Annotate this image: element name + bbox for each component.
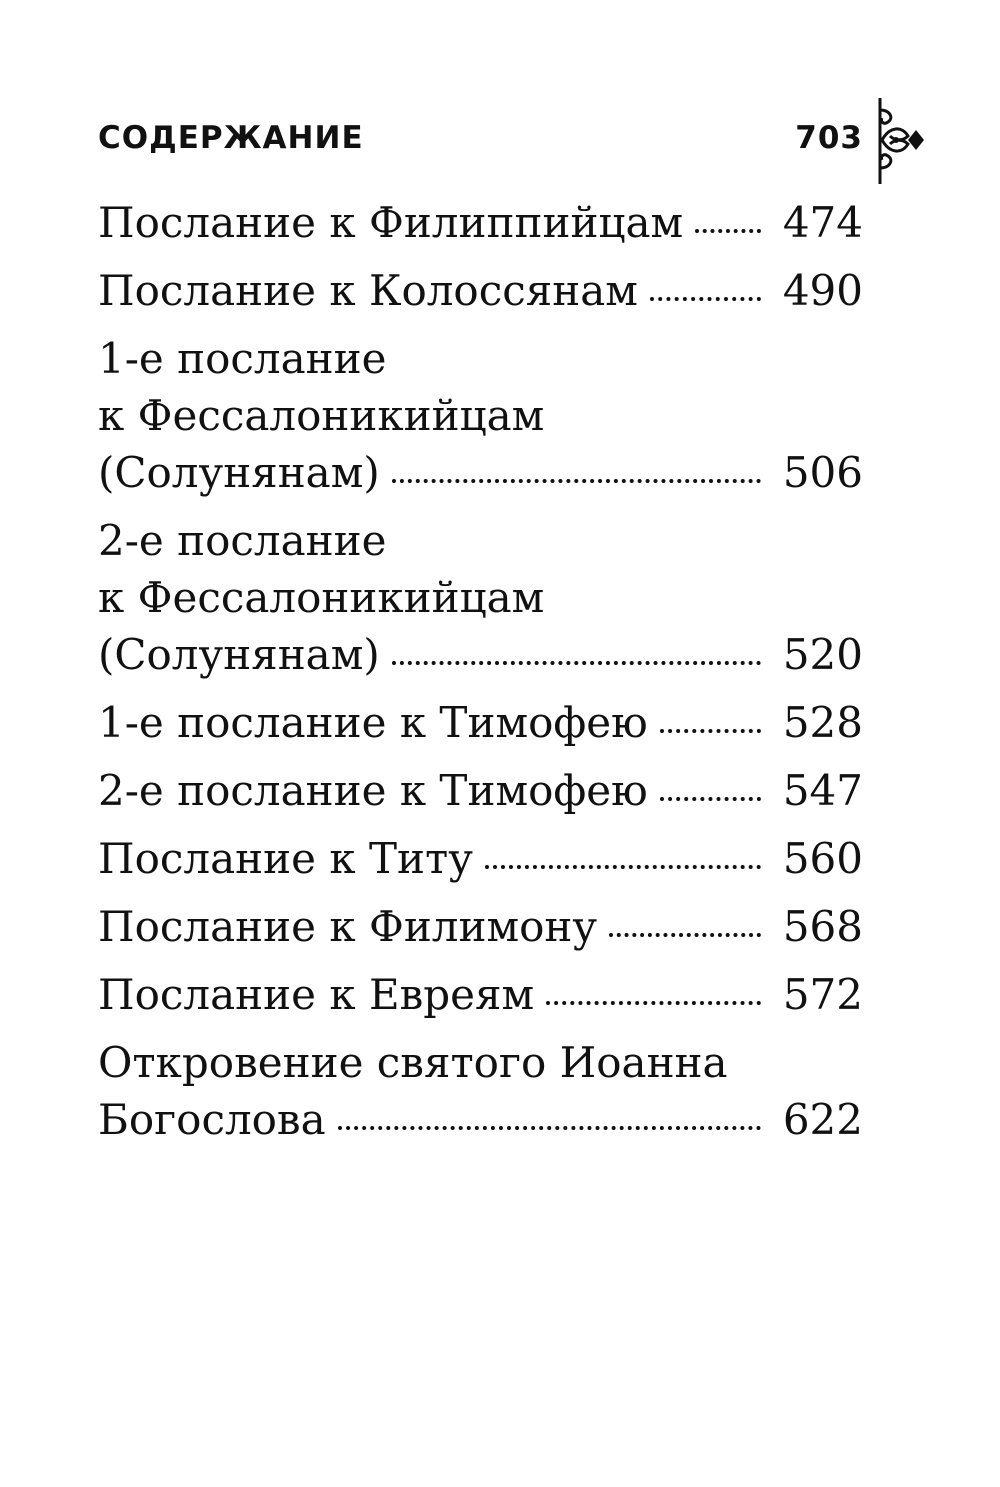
toc-entry (98, 512, 863, 683)
toc-entry (98, 762, 863, 819)
toc-entry (98, 1034, 863, 1148)
fleuron-ornament-icon (872, 96, 928, 186)
toc-entry-title: к Фессалоникийцам (98, 573, 545, 622)
running-header (98, 112, 863, 162)
toc-entry-title: (Солунянам) (98, 630, 380, 679)
toc-entry (98, 830, 863, 887)
dot-leader (392, 661, 761, 665)
toc-entry-page: 572 (782, 970, 863, 1019)
dot-leader (650, 297, 761, 301)
toc-entry-title: Богослова (98, 1095, 326, 1144)
toc-entry-title: к Фессалоникийцам (98, 391, 545, 440)
toc-entry-page: 528 (782, 698, 863, 747)
toc-entry-page: 547 (782, 766, 863, 815)
toc-entry (98, 330, 863, 501)
dot-leader (392, 479, 761, 483)
toc-entry-line (98, 626, 863, 683)
toc-entry-page: 560 (782, 834, 863, 883)
toc-entry-line (98, 512, 863, 569)
toc-entry-line (98, 694, 863, 751)
table-of-contents (98, 194, 863, 1159)
toc-entry-title: (Солунянам) (98, 448, 380, 497)
toc-entry-page: 520 (782, 630, 863, 679)
toc-entry (98, 694, 863, 751)
toc-entry (98, 966, 863, 1023)
toc-entry-page: 622 (782, 1095, 863, 1144)
dot-leader (485, 865, 761, 869)
dot-leader (695, 229, 761, 233)
toc-entry (98, 898, 863, 955)
toc-entry-line (98, 569, 863, 626)
toc-entry-title: Послание к Колоссянам (98, 266, 638, 315)
toc-entry-title: 1-е послание (98, 334, 387, 383)
page-number: 703 (795, 120, 863, 156)
toc-entry-line (98, 1091, 863, 1148)
toc-entry-line (98, 387, 863, 444)
toc-entry-page: 474 (782, 198, 863, 247)
dot-leader (609, 933, 761, 937)
dot-leader (546, 1001, 761, 1005)
dot-leader (660, 729, 761, 733)
toc-entry-title: 2-е послание к Тимофею (98, 766, 648, 815)
toc-entry-line (98, 330, 863, 387)
toc-entry-line (98, 830, 863, 887)
toc-entry-line (98, 194, 863, 251)
dot-leader (338, 1126, 761, 1130)
toc-entry-page: 490 (782, 266, 863, 315)
toc-entry-line (98, 444, 863, 501)
toc-entry-title: Откровение святого Иоанна (98, 1038, 728, 1087)
toc-entry-title: 1-е послание к Тимофею (98, 698, 648, 747)
toc-entry (98, 194, 863, 251)
toc-entry-line (98, 966, 863, 1023)
dot-leader (660, 797, 761, 801)
toc-entry-line (98, 1034, 863, 1091)
toc-entry-line (98, 898, 863, 955)
toc-entry-page: 506 (782, 448, 863, 497)
toc-entry-title: Послание к Евреям (98, 970, 535, 1019)
toc-entry-title: Послание к Титу (98, 834, 473, 883)
toc-entry-title: Послание к Филиппийцам (98, 198, 684, 247)
section-title: СОДЕРЖАНИЕ (98, 120, 364, 156)
toc-entry-page: 568 (782, 902, 863, 951)
toc-entry-title: 2-е послание (98, 516, 387, 565)
toc-entry (98, 262, 863, 319)
toc-entry-line (98, 762, 863, 819)
toc-entry-title: Послание к Филимону (98, 902, 598, 951)
toc-entry-line (98, 262, 863, 319)
